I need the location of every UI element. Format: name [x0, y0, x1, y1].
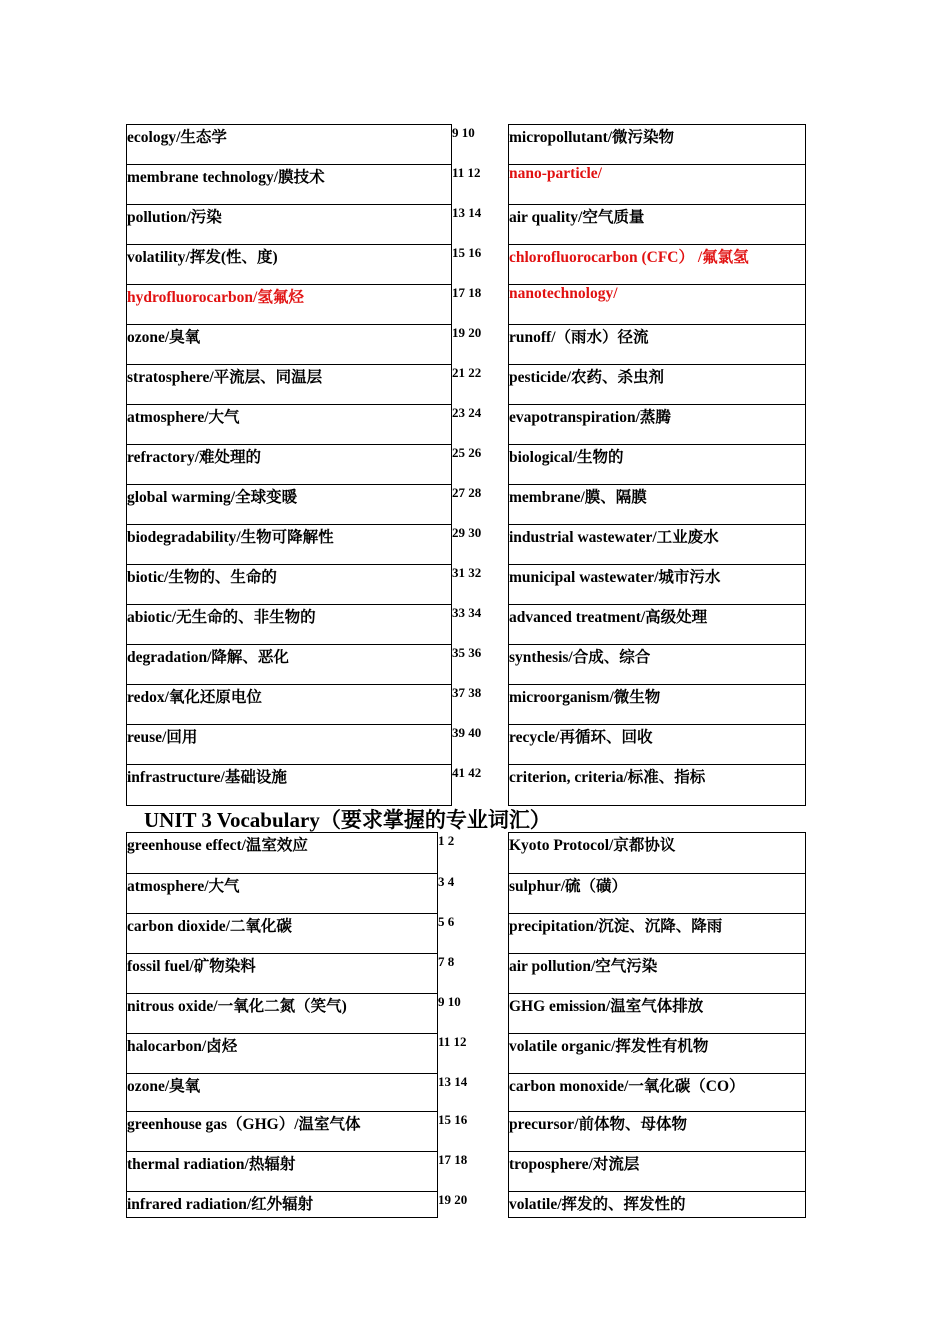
- vocab-row: [127, 833, 806, 874]
- vocab-row: [127, 525, 806, 565]
- term-left: halocarbon/卤烃: [127, 1034, 438, 1074]
- unit3-heading: UNIT 3 Vocabulary（要求掌握的专业词汇）: [144, 808, 551, 832]
- term-right: precursor/前体物、母体物: [509, 1112, 806, 1152]
- row-numbers: 9 10: [438, 993, 461, 1009]
- row-numbers: 13 14: [452, 204, 482, 220]
- term-right: recycle/再循环、回收: [509, 725, 806, 765]
- term-right: criterion, criteria/标准、指标: [509, 765, 806, 806]
- row-numbers: 35 36: [452, 644, 482, 660]
- term-right: Kyoto Protocol/京都协议: [509, 833, 806, 874]
- row-numbers: 39 40: [452, 724, 482, 740]
- term-left: ozone/臭氧: [127, 1074, 438, 1112]
- term-left: pollution/污染: [127, 205, 452, 245]
- term-right: pesticide/农药、杀虫剂: [509, 365, 806, 405]
- row-numbers: 11 12: [438, 1033, 467, 1049]
- term-left: abiotic/无生命的、非生物的: [127, 605, 452, 645]
- vocab-row: [127, 954, 806, 994]
- row-numbers: 31 32: [452, 564, 482, 580]
- vocab-row: [127, 325, 806, 365]
- term-right: sulphur/硫（磺）: [509, 874, 806, 914]
- term-left: volatility/挥发(性、度): [127, 245, 452, 285]
- term-right: nanotechnology/: [509, 285, 806, 325]
- term-left: global warming/全球变暖: [127, 485, 452, 525]
- vocab-row: [127, 725, 806, 765]
- vocab-row: [127, 685, 806, 725]
- vocab-row: [127, 645, 806, 685]
- row-numbers: 17 18: [438, 1151, 468, 1167]
- row-numbers: 37 38: [452, 684, 482, 700]
- vocab-row: [127, 1074, 806, 1112]
- term-right: chlorofluorocarbon (CFC） /氟氯氢: [509, 245, 806, 285]
- vocab-row: [127, 994, 806, 1034]
- term-left: ozone/臭氧: [127, 325, 452, 365]
- vocab-row: [127, 205, 806, 245]
- vocab-row: [127, 405, 806, 445]
- term-left: biodegradability/生物可降解性: [127, 525, 452, 565]
- row-numbers: 27 28: [452, 484, 482, 500]
- unit2-vocabulary-table: [126, 124, 806, 806]
- unit3-vocabulary-table: [126, 832, 806, 1218]
- vocab-row: [127, 485, 806, 525]
- term-right: microorganism/微生物: [509, 685, 806, 725]
- term-left: atmosphere/大气: [127, 405, 452, 445]
- term-right: carbon monoxide/一氧化碳（CO）: [509, 1074, 806, 1112]
- term-right: GHG emission/温室气体排放: [509, 994, 806, 1034]
- vocab-row: [127, 445, 806, 485]
- term-right: industrial wastewater/工业废水: [509, 525, 806, 565]
- row-numbers: 3 4: [438, 873, 455, 889]
- term-left: fossil fuel/矿物染料: [127, 954, 438, 994]
- row-numbers: 25 26: [452, 444, 482, 460]
- term-left: carbon dioxide/二氧化碳: [127, 914, 438, 954]
- term-left: hydrofluorocarbon/氢氟烃: [127, 285, 452, 325]
- term-right: evapotranspiration/蒸腾: [509, 405, 806, 445]
- row-numbers: 29 30: [452, 524, 482, 540]
- term-right: precipitation/沉淀、沉降、降雨: [509, 914, 806, 954]
- vocab-row: [127, 565, 806, 605]
- term-left: reuse/回用: [127, 725, 452, 765]
- term-right: volatile organic/挥发性有机物: [509, 1034, 806, 1074]
- row-numbers: 7 8: [438, 953, 455, 969]
- row-numbers: 15 16: [438, 1111, 468, 1127]
- term-right: synthesis/合成、综合: [509, 645, 806, 685]
- vocab-row: [127, 285, 806, 325]
- term-right: biological/生物的: [509, 445, 806, 485]
- term-left: atmosphere/大气: [127, 874, 438, 914]
- vocab-row: [127, 365, 806, 405]
- vocab-row: [127, 914, 806, 954]
- vocab-row: [127, 1112, 806, 1152]
- vocab-row: [127, 605, 806, 645]
- term-left: redox/氧化还原电位: [127, 685, 452, 725]
- term-left: greenhouse effect/温室效应: [127, 833, 438, 874]
- row-numbers: 15 16: [452, 244, 482, 260]
- term-right: municipal wastewater/城市污水: [509, 565, 806, 605]
- term-left: membrane technology/膜技术: [127, 165, 452, 205]
- term-left: degradation/降解、恶化: [127, 645, 452, 685]
- row-numbers: 33 34: [452, 604, 482, 620]
- vocab-row: [127, 1034, 806, 1074]
- row-numbers: 5 6: [438, 913, 455, 929]
- term-right: nano-particle/: [509, 165, 806, 205]
- term-right: micropollutant/微污染物: [509, 125, 806, 165]
- vocab-row: [127, 165, 806, 205]
- term-left: nitrous oxide/一氧化二氮（笑气): [127, 994, 438, 1034]
- term-right: air quality/空气质量: [509, 205, 806, 245]
- row-numbers: 11 12: [452, 164, 481, 180]
- vocab-row: [127, 874, 806, 914]
- row-numbers: 21 22: [452, 364, 482, 380]
- row-numbers: 19 20: [452, 324, 482, 340]
- row-numbers: 9 10: [452, 124, 475, 140]
- term-right: air pollution/空气污染: [509, 954, 806, 994]
- row-numbers: 13 14: [438, 1073, 468, 1089]
- term-left: biotic/生物的、生命的: [127, 565, 452, 605]
- vocab-row: [127, 1152, 806, 1192]
- term-left: stratosphere/平流层、同温层: [127, 365, 452, 405]
- row-numbers: 17 18: [452, 284, 482, 300]
- row-numbers: 23 24: [452, 404, 482, 420]
- vocab-row: [127, 125, 806, 165]
- term-left: ecology/生态学: [127, 125, 452, 165]
- row-numbers: 41 42: [452, 764, 482, 780]
- term-right: volatile/挥发的、挥发性的: [509, 1192, 806, 1218]
- vocab-row: [127, 245, 806, 285]
- term-left: thermal radiation/热辐射: [127, 1152, 438, 1192]
- term-right: runoff/（雨水）径流: [509, 325, 806, 365]
- term-left: greenhouse gas（GHG）/温室气体: [127, 1112, 438, 1152]
- row-numbers: 1 2: [438, 832, 455, 848]
- term-left: infrastructure/基础设施: [127, 765, 452, 806]
- row-numbers: 19 20: [438, 1191, 468, 1207]
- term-right: membrane/膜、隔膜: [509, 485, 806, 525]
- term-left: infrared radiation/红外辐射: [127, 1192, 438, 1218]
- term-left: refractory/难处理的: [127, 445, 452, 485]
- term-right: troposphere/对流层: [509, 1152, 806, 1192]
- term-right: advanced treatment/高级处理: [509, 605, 806, 645]
- vocab-row: [127, 1192, 806, 1218]
- vocab-row: [127, 765, 806, 806]
